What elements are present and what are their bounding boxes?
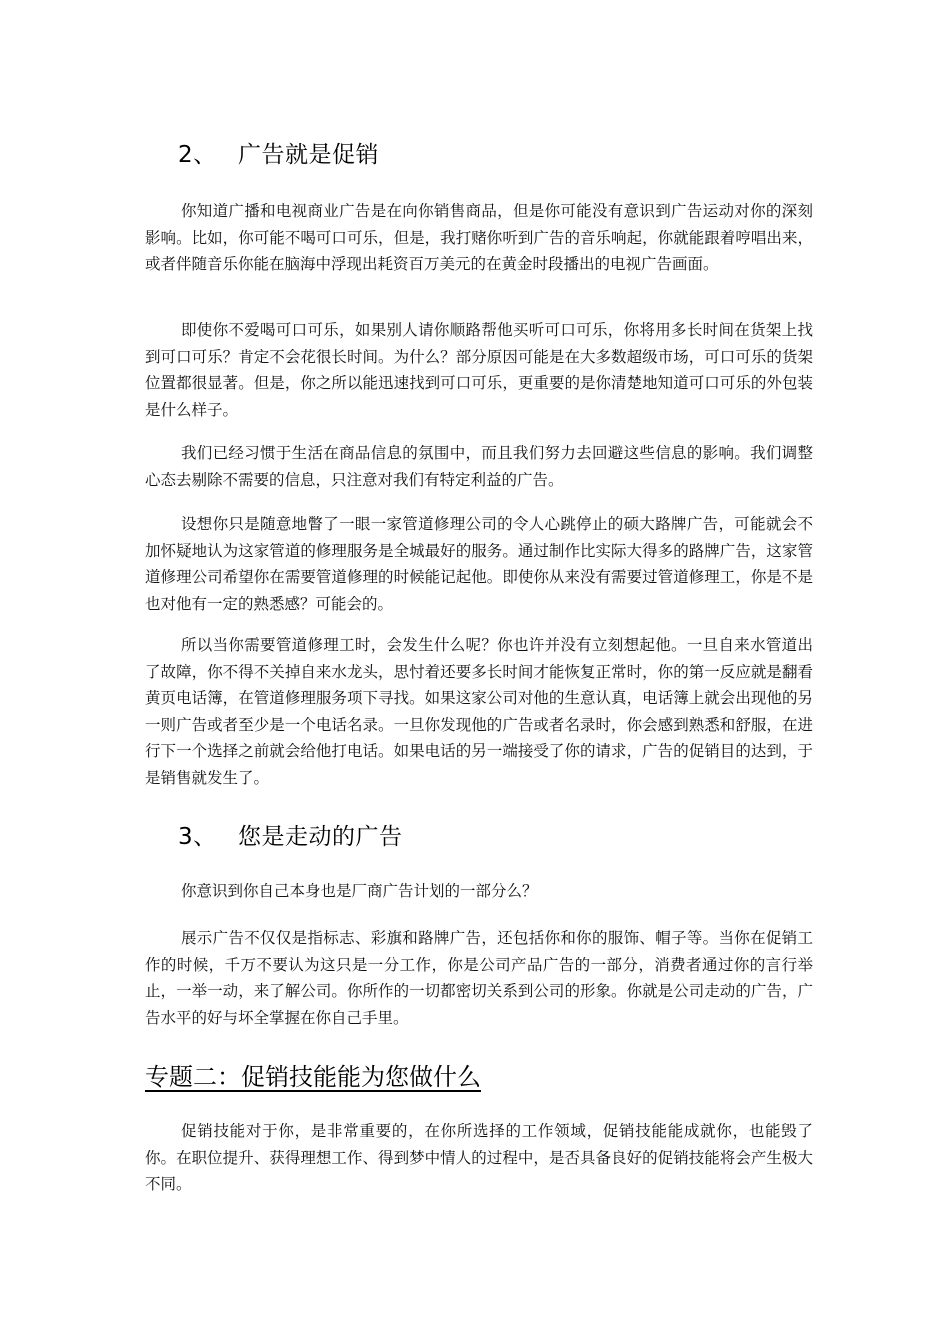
paragraph: 促销技能对于你，是非常重要的，在你所选择的工作领域，促销技能能成就你，也能毁了你。在职位提升、获得理想工作、得到梦中情人的过程中，是否具备良好的促销技能将会产生极大不同。 bbox=[145, 1122, 813, 1194]
paragraph: 我们已经习惯于生活在商品信息的氛围中，而且我们努力去回避这些信息的影响。我们调整心态去剔除不需要的信息，只注意对我们有特定利益的广告。 bbox=[145, 444, 813, 489]
section-title: 您是走动的广告 bbox=[238, 824, 403, 850]
paragraph: 所以当你需要管道修理工时，会发生什么呢？你也许并没有立刻想起他。一旦自来水管道出了故障，你不得不关掉自来水龙头，思忖着还要多长时间才能恢复正常时，你的第一反应就是翻看黄页电话簿，在管道修理服务项下寻找。如果这家公司对他的生意认真，电话簿上就会出现他的另一则广告或者至少是一个电话名录。一旦你发现他的广告或者名录时，你会感到熟悉和舒服，在进行下一个选择之前就会给他打电话。如果电话的另一端接受了你的请求，广告的促销目的达到，于是销售就发生了。 bbox=[145, 636, 813, 787]
section-heading-3 bbox=[178, 818, 403, 851]
topic-heading: 专题二：促销技能能为您做什么 bbox=[145, 1063, 481, 1091]
section-heading-2 bbox=[178, 136, 379, 169]
section-title: 广告就是促销 bbox=[238, 142, 379, 168]
section-number: 3、 bbox=[178, 824, 217, 850]
paragraph: 设想你只是随意地瞥了一眼一家管道修理公司的令人心跳停止的硕大路牌广告，可能就会不加怀疑地认为这家管道的修理服务是全城最好的服务。通过制作比实际大得多的路牌广告，这家管道修理公司希望你在需要管道修理的时候能记起他。即使你从来没有需要过管道修理工，你是不是也对他有一定的熟悉感？可能会的。 bbox=[145, 515, 813, 613]
paragraph: 展示广告不仅仅是指标志、彩旗和路牌广告，还包括你和你的服饰、帽子等。当你在促销工作的时候，千万不要认为这只是一分工作，你是公司产品广告的一部分，消费者通过你的言行举止，一举一动，来了解公司。你所作的一切都密切关系到公司的形象。你就是公司走动的广告，广告水平的好与坏全掌握在你自己手里。 bbox=[145, 929, 813, 1027]
document-page bbox=[145, 0, 813, 1344]
paragraph: 你知道广播和电视商业广告是在向你销售商品，但是你可能没有意识到广告运动对你的深刻影响。比如，你可能不喝可口可乐，但是，我打赌你听到广告的音乐响起，你就能跟着哼唱出来，或者伴随音乐你能在脑海中浮现出耗资百万美元的在黄金时段播出的电视广告画面。 bbox=[145, 202, 813, 274]
paragraph: 你意识到你自己本身也是厂商广告计划的一部分么？ bbox=[181, 882, 538, 900]
paragraph: 即使你不爱喝可口可乐，如果别人请你顺路帮他买听可口可乐，你将用多长时间在货架上找到可口可乐？肯定不会花很长时间。为什么？部分原因可能是在大多数超级市场，可口可乐的货架位置都很显著。但是，你之所以能迅速找到可口可乐，更重要的是你清楚地知道可口可乐的外包装是什么样子。 bbox=[145, 321, 813, 419]
section-number: 2、 bbox=[178, 142, 217, 168]
